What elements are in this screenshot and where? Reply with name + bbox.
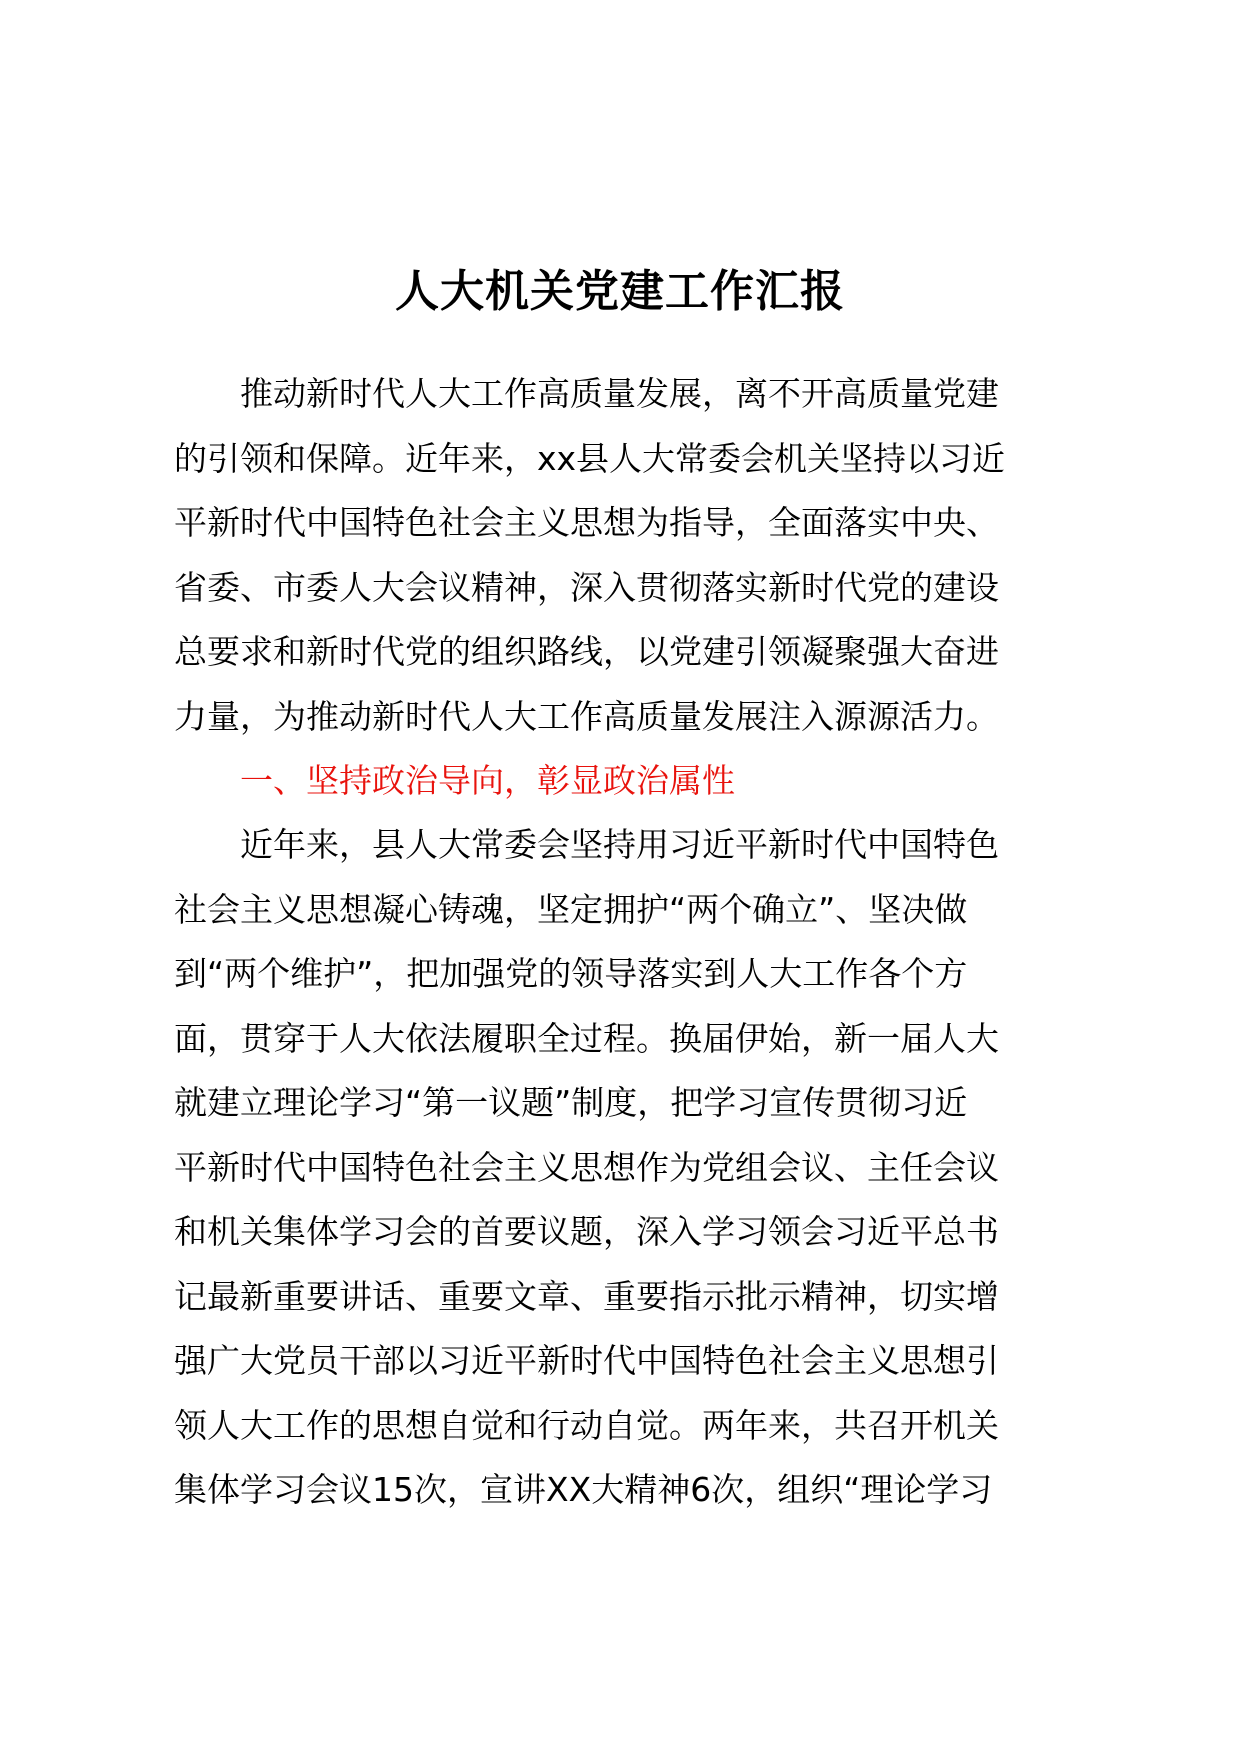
- paragraph-line: 领人大工作的思想自觉和行动自觉。两年来，共召开机关: [174, 1405, 999, 1445]
- paragraph-line: 总要求和新时代党的组织路线，以党建引领凝聚强大奋进: [174, 632, 999, 671]
- paragraph-line: 面，贯穿于人大依法履职全过程。换届伊始，新一届人大: [174, 1018, 999, 1058]
- paragraph-line: 省委、市委人大会议精神，深入贯彻落实新时代党的建设: [174, 567, 999, 607]
- paragraph-line: 平新时代中国特色社会主义思想为指导，全面落实中央、: [174, 503, 999, 542]
- paragraph-line: 和机关集体学习会的首要议题，深入学习领会习近平总书: [174, 1212, 999, 1251]
- document-title: 人大机关党建工作汇报: [395, 266, 845, 317]
- paragraph-line: 社会主义思想凝心铸魂，坚定拥护“两个确立”、坚决做: [174, 889, 968, 929]
- section-heading-text: 一、坚持政治导向，彰显政治属性: [240, 761, 735, 800]
- paragraph-line: 力量，为推动新时代人大工作高质量发展注入源源活力。: [174, 696, 999, 736]
- paragraph-line: 集体学习会议15次，宣讲XX大精神6次，组织“理论学习: [174, 1470, 993, 1509]
- paragraph-line: 就建立理论学习“第一议题”制度，把学习宣传贯彻习近: [174, 1083, 968, 1122]
- paragraph-line: 强广大党员干部以习近平新时代中国特色社会主义思想引: [174, 1341, 999, 1380]
- paragraph-line: 推动新时代人大工作高质量发展，离不开高质量党建: [240, 374, 999, 413]
- paragraph-line: 近年来，县人大常委会坚持用习近平新时代中国特色: [240, 825, 999, 864]
- section-heading: [174, 749, 1094, 814]
- paragraph-line: 的引领和保障。近年来，xx县人大常委会机关坚持以习近: [174, 438, 1006, 478]
- paragraph-line: 记最新重要讲话、重要文章、重要指示批示精神，切实增: [174, 1276, 999, 1316]
- paragraph-line: 平新时代中国特色社会主义思想作为党组会议、主任会议: [174, 1147, 999, 1187]
- section-paragraph: [174, 813, 1094, 1523]
- intro-paragraph: [174, 362, 1094, 749]
- paragraph-line: 到“两个维护”，把加强党的领导落实到人大工作各个方: [174, 954, 968, 993]
